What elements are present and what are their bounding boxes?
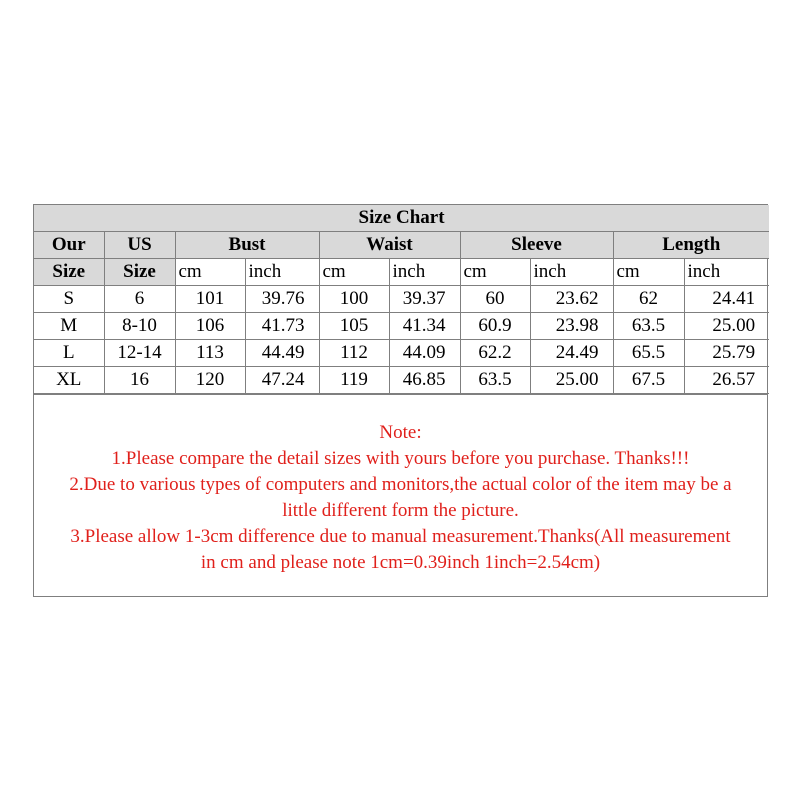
note-line: in cm and please note 1cm=0.39inch 1inch=2.54cm) xyxy=(200,552,601,573)
cell-waist-cm: 105 xyxy=(319,313,389,340)
cell-sleeve-inch: 24.49 xyxy=(530,340,613,367)
cell-waist-cm: 100 xyxy=(319,286,389,313)
cell-length-inch: 25.00 xyxy=(684,313,769,340)
header-sleeve: Sleeve xyxy=(460,232,613,259)
cell-sleeve-inch: 23.98 xyxy=(530,313,613,340)
size-chart xyxy=(33,204,768,597)
note-line: 3.Please allow 1-3cm difference due to manual measurement.Thanks(All measurement xyxy=(70,526,731,547)
note-line: little different form the picture. xyxy=(282,500,519,521)
table-row xyxy=(34,367,769,394)
cell-bust-inch: 41.73 xyxy=(245,313,319,340)
subheader-waist-cm: cm xyxy=(319,259,389,286)
subheader-length-inch: inch xyxy=(684,259,769,286)
subheader-waist-inch: inch xyxy=(389,259,460,286)
header-length: Length xyxy=(613,232,769,259)
table-row xyxy=(34,340,769,367)
cell-sleeve-cm: 62.2 xyxy=(460,340,530,367)
table-title: Size Chart xyxy=(34,205,769,232)
cell-bust-inch: 39.76 xyxy=(245,286,319,313)
cell-waist-inch: 46.85 xyxy=(389,367,460,394)
cell-length-inch: 26.57 xyxy=(684,367,769,394)
cell-waist-inch: 41.34 xyxy=(389,313,460,340)
subheader-bust-inch: inch xyxy=(245,259,319,286)
cell-sleeve-inch: 23.62 xyxy=(530,286,613,313)
size-table xyxy=(34,205,769,394)
cell-bust-cm: 101 xyxy=(175,286,245,313)
table-row xyxy=(34,313,769,340)
subheader-sleeve-inch: inch xyxy=(530,259,613,286)
cell-bust-cm: 106 xyxy=(175,313,245,340)
cell-waist-cm: 112 xyxy=(319,340,389,367)
notes-section xyxy=(34,394,767,596)
cell-waist-cm: 119 xyxy=(319,367,389,394)
cell-length-cm: 62 xyxy=(613,286,684,313)
cell-us-size: 16 xyxy=(104,367,175,394)
cell-bust-cm: 113 xyxy=(175,340,245,367)
cell-us-size: 8-10 xyxy=(104,313,175,340)
cell-waist-inch: 44.09 xyxy=(389,340,460,367)
note-line: 1.Please compare the detail sizes with yours before you purchase. Thanks!!! xyxy=(111,448,690,469)
cell-bust-cm: 120 xyxy=(175,367,245,394)
note-heading: Note: xyxy=(379,422,422,443)
cell-sleeve-cm: 60.9 xyxy=(460,313,530,340)
subheader-length-cm: cm xyxy=(613,259,684,286)
cell-length-inch: 24.41 xyxy=(684,286,769,313)
cell-our-size: XL xyxy=(34,367,104,394)
header-our-size-2: Size xyxy=(34,259,104,286)
cell-bust-inch: 47.24 xyxy=(245,367,319,394)
cell-length-cm: 63.5 xyxy=(613,313,684,340)
subheader-sleeve-cm: cm xyxy=(460,259,530,286)
cell-length-cm: 67.5 xyxy=(613,367,684,394)
cell-length-cm: 65.5 xyxy=(613,340,684,367)
cell-us-size: 12-14 xyxy=(104,340,175,367)
note-line: 2.Due to various types of computers and monitors,the actual color of the item may be a xyxy=(69,474,732,495)
cell-length-inch: 25.79 xyxy=(684,340,769,367)
cell-waist-inch: 39.37 xyxy=(389,286,460,313)
subheader-bust-cm: cm xyxy=(175,259,245,286)
cell-sleeve-inch: 25.00 xyxy=(530,367,613,394)
header-us-size: US xyxy=(104,232,175,259)
cell-us-size: 6 xyxy=(104,286,175,313)
cell-sleeve-cm: 63.5 xyxy=(460,367,530,394)
header-us-size-2: Size xyxy=(104,259,175,286)
cell-our-size: S xyxy=(34,286,104,313)
cell-bust-inch: 44.49 xyxy=(245,340,319,367)
cell-sleeve-cm: 60 xyxy=(460,286,530,313)
header-our-size: Our xyxy=(34,232,104,259)
header-bust: Bust xyxy=(175,232,319,259)
cell-our-size: M xyxy=(34,313,104,340)
header-waist: Waist xyxy=(319,232,460,259)
cell-our-size: L xyxy=(34,340,104,367)
table-row xyxy=(34,286,769,313)
